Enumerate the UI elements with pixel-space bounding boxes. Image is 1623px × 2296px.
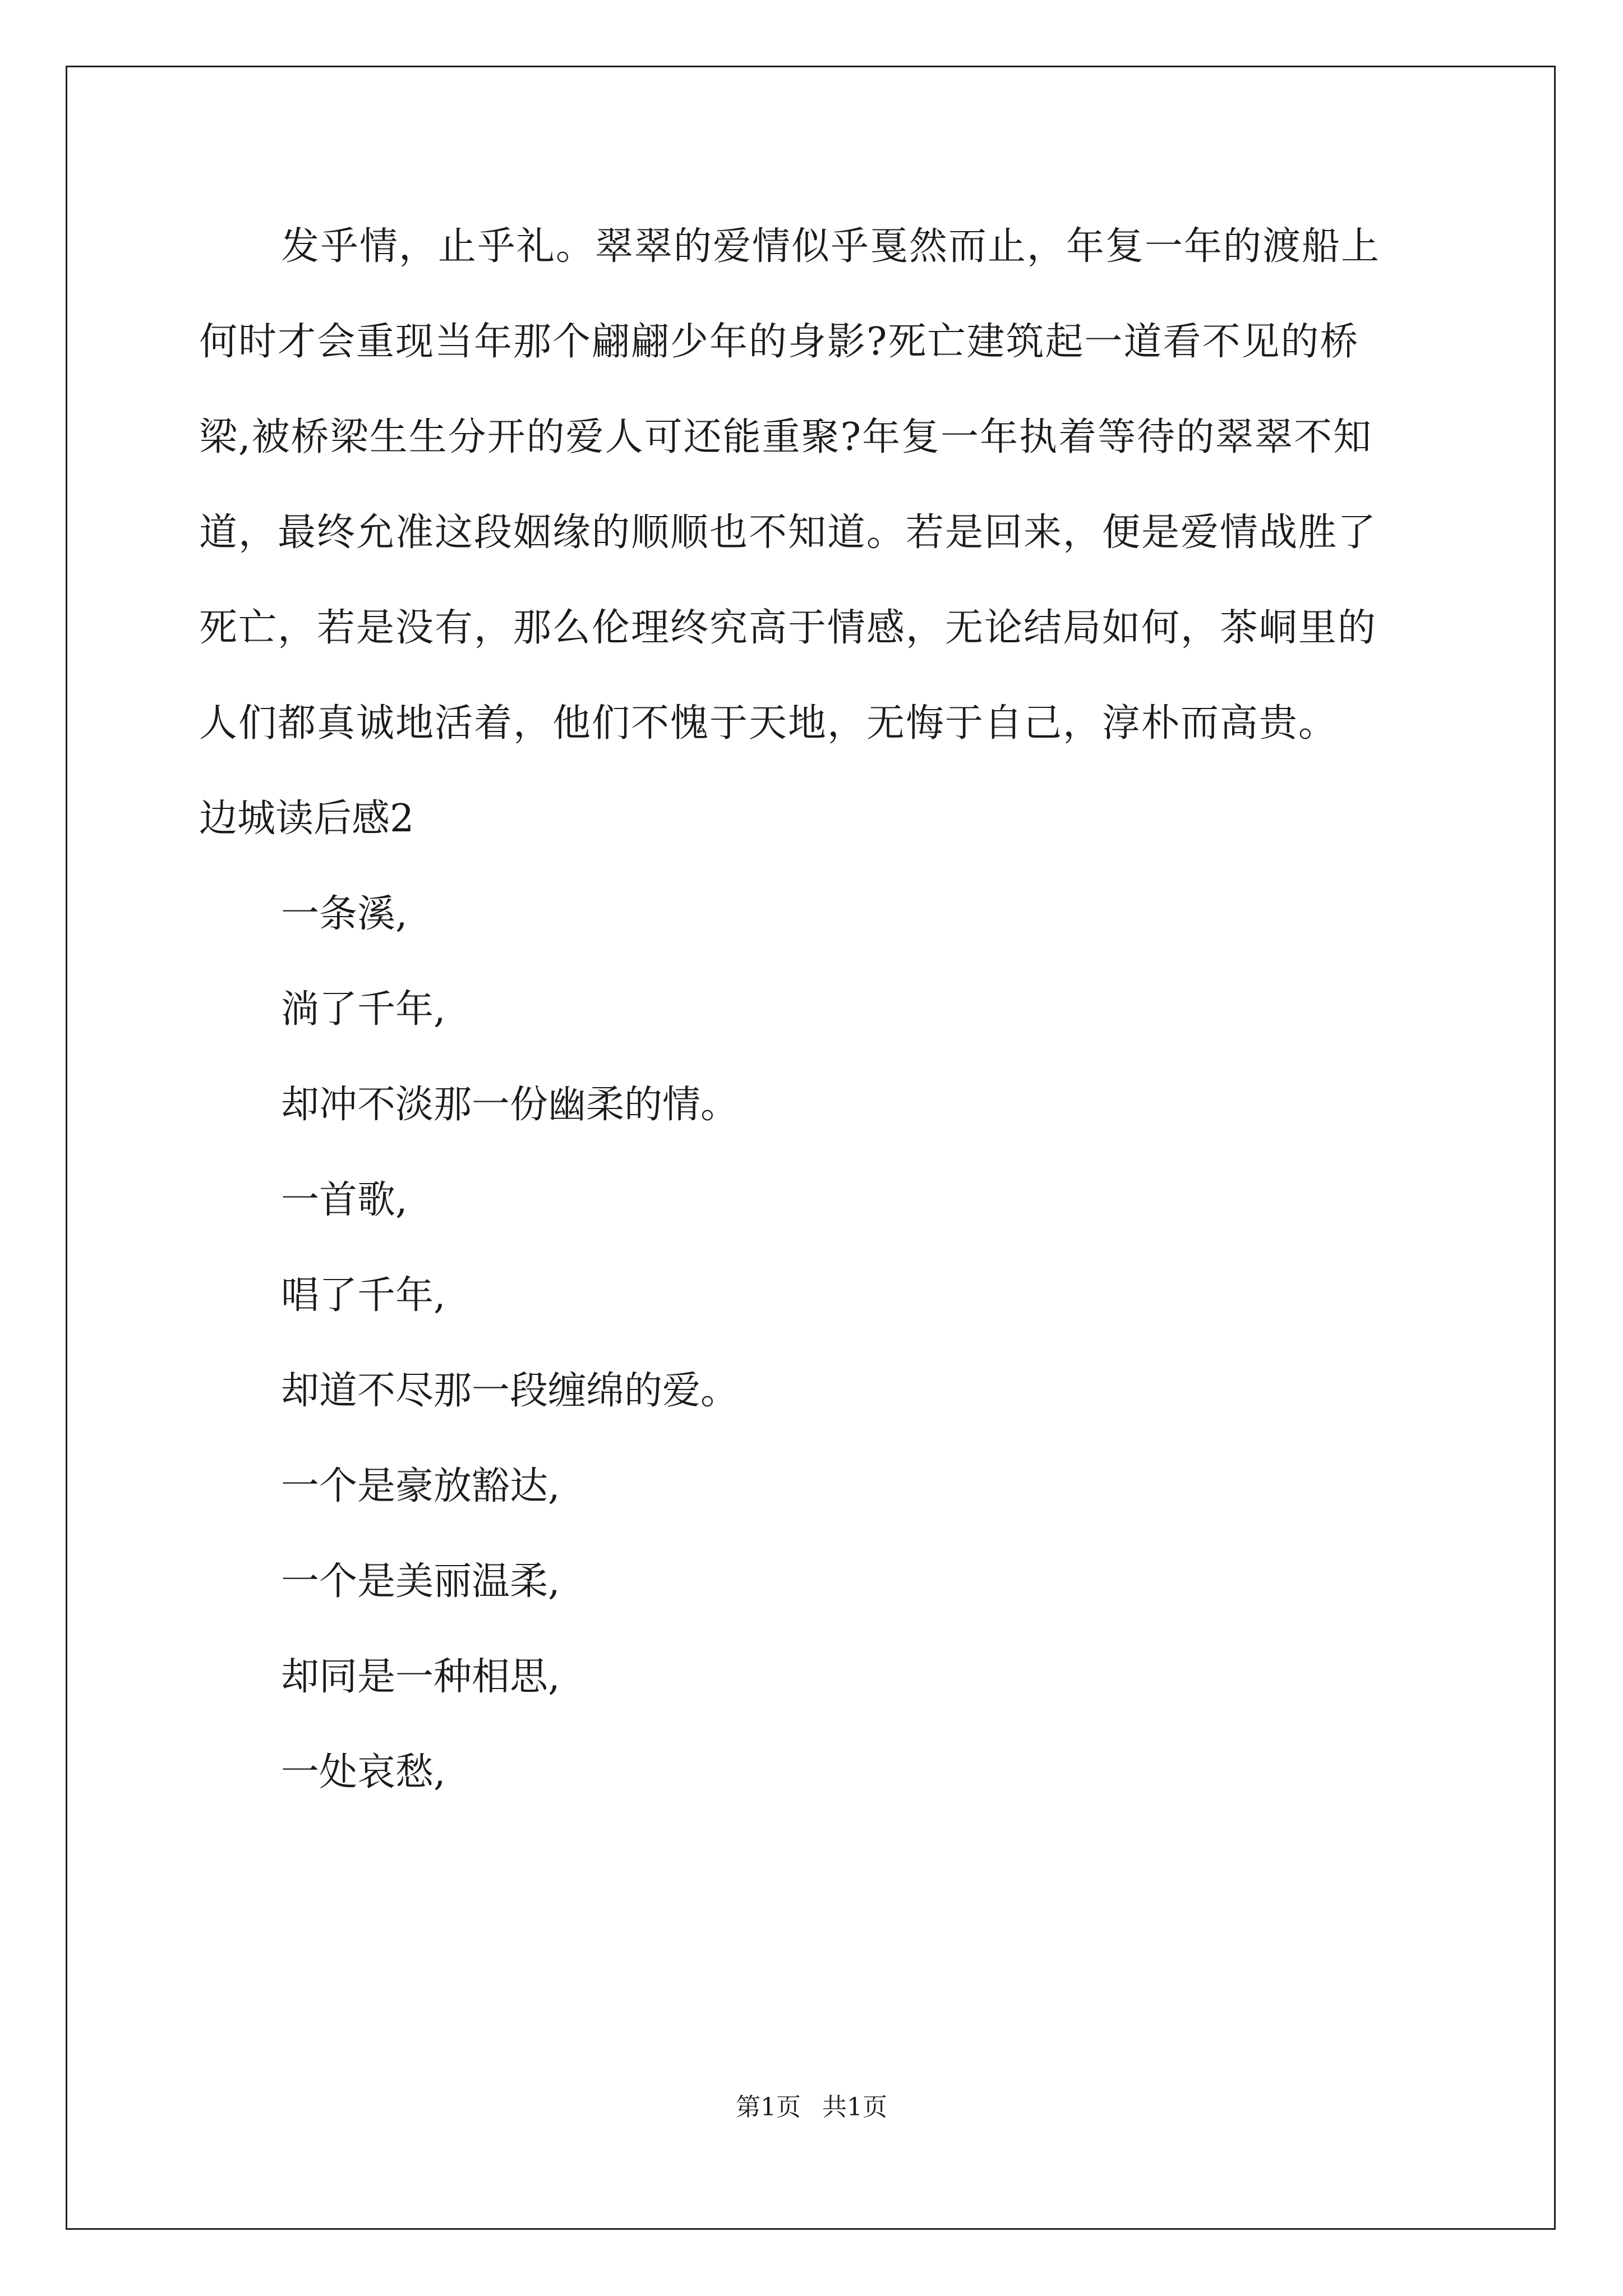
page-number-total: 共1页 [822, 2093, 887, 2122]
poem-line: 却道不尽那一段缠绵的爱。 [281, 1369, 739, 1413]
document-body [199, 199, 1433, 1820]
paragraph-line: 死亡，若是没有，那么伦理终究高于情感，无论结局如何，茶峒里的 [199, 606, 1377, 650]
poem-line: 一处哀愁, [281, 1750, 446, 1795]
poem-line: 一条溪, [281, 892, 408, 936]
poem-line: 一首歌, [281, 1178, 408, 1222]
poem [199, 867, 1433, 1820]
intro-paragraph [199, 199, 1433, 771]
poem-line: 却同是一种相思, [281, 1655, 560, 1699]
poem-line: 却冲不淡那一份幽柔的情。 [281, 1083, 739, 1127]
poem-line: 一个是美丽温柔, [281, 1559, 560, 1604]
paragraph-line: 人们都真诚地活着，他们不愧于天地，无悔于自己，淳朴而高贵。 [199, 701, 1338, 746]
poem-line: 一个是豪放豁达, [281, 1464, 560, 1508]
section-heading: 边城读后感2 [199, 797, 414, 841]
paragraph-line: 梁,被桥梁生生分开的爱人可还能重聚?年复一年执着等待的翠翠不知 [199, 415, 1373, 459]
poem-line: 淌了千年, [281, 987, 446, 1032]
paragraph-line: 何时才会重现当年那个翩翩少年的身影?死亡建筑起一道看不见的桥 [199, 320, 1359, 364]
page-number-current: 第1页 [736, 2093, 801, 2122]
page-footer [0, 2087, 1623, 2123]
poem-line: 唱了千年, [281, 1273, 446, 1318]
paragraph-line: 发乎情，止乎礼。翠翠的爱情似乎戛然而止，年复一年的渡船上 [281, 224, 1381, 269]
paragraph-line: 道，最终允准这段姻缘的顺顺也不知道。若是回来，便是爱情战胜了 [199, 510, 1377, 555]
